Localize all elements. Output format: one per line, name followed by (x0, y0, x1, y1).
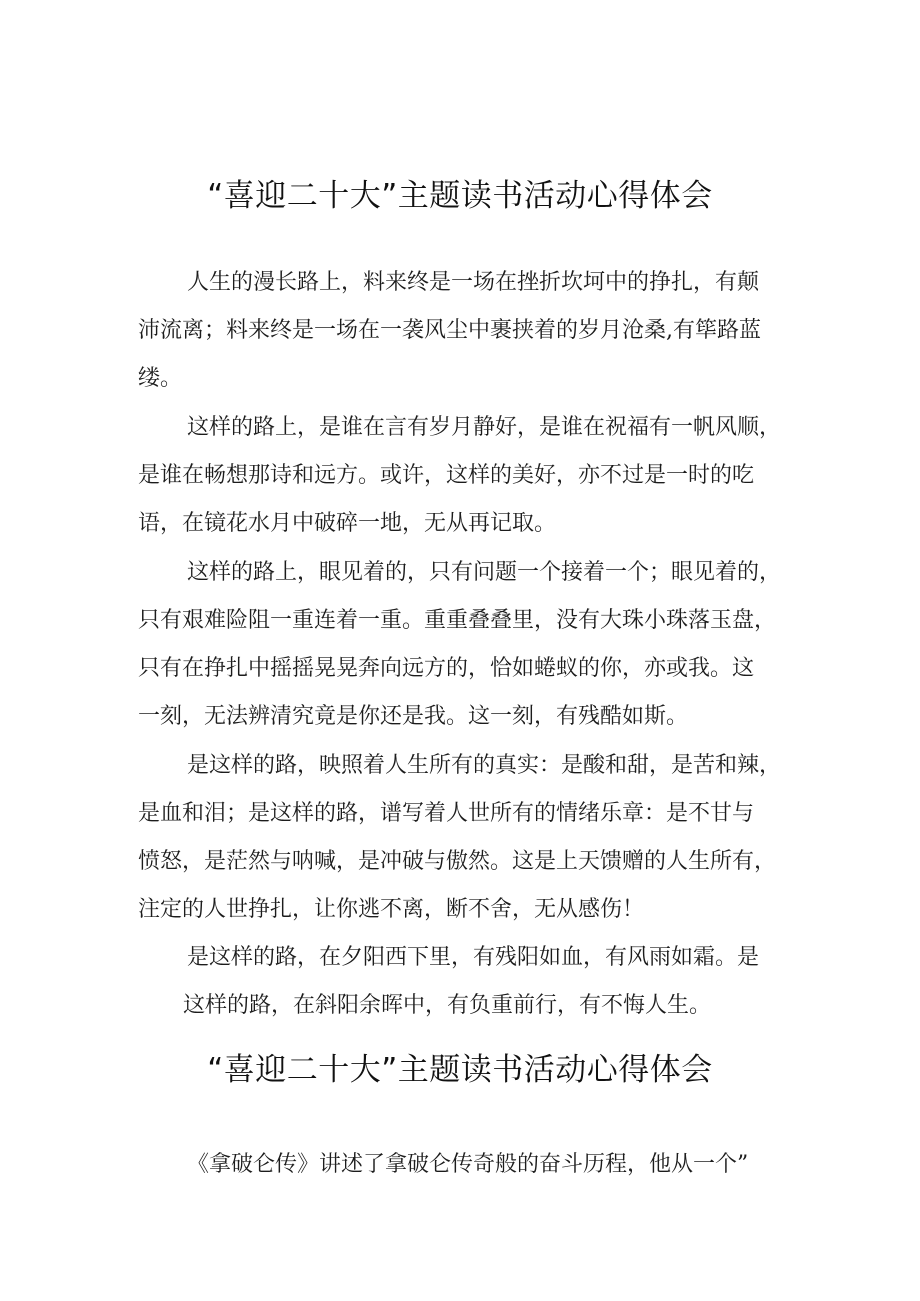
text-line: 是谁在畅想那诗和远方。或许，这样的美好，亦不过是一时的吃 (138, 463, 755, 488)
text-line: 是这样的路，映照着人生所有的真实：是酸和甜，是苦和辣， (187, 753, 782, 778)
text-line: 缕。 (138, 366, 183, 391)
text-line: 这样的路上，是谁在言有岁月静好，是谁在祝福有一帆风顺， (187, 415, 782, 440)
text-line: 语，在镜花水月中破碎一地，无从再记取。 (138, 511, 557, 536)
text-line: 愤怒，是茫然与呐喊，是冲破与傲然。这是上天馈赠的人生所有， (138, 849, 777, 874)
document-title: “喜迎二十大”主题读书活动心得体会 (207, 178, 713, 214)
text-line: 这样的路上，眼见着的，只有问题一个接着一个；眼见着的， (187, 560, 782, 585)
text-line: 注定的人世挣扎，让你逃不离，断不舍，无从感伤！ (138, 897, 645, 922)
text-line: 沛流离；料来终是一场在一袭风尘中裹挟着的岁月沧桑,有筚路蓝 (138, 318, 761, 343)
text-line: 这样的路，在斜阳余晖中，有负重前行，有不悔人生。 (183, 993, 712, 1018)
text-line: 是这样的路，在夕阳西下里，有残阳如血，有风雨如霜。是 (187, 945, 760, 970)
text-line: 人生的漫长路上，料来终是一场在挫折坎坷中的挣扎，有颠 (187, 270, 760, 295)
document-title-2: “喜迎二十大”主题读书活动心得体会 (207, 1052, 713, 1088)
text-line: 是血和泪；是这样的路，谱写着人世所有的情绪乐章：是不甘与 (138, 801, 755, 826)
text-line: 《拿破仑传》讲述了拿破仑传奇般的奋斗历程，他从一个” (187, 1152, 749, 1177)
text-line: 只有艰难险阻一重连着一重。重重叠叠里，没有大珠小珠落玉盘， (138, 608, 777, 633)
text-line: 一刻，无法辨清究竟是你还是我。这一刻，有残酷如斯。 (138, 704, 689, 729)
text-line: 只有在挣扎中摇摇晃晃奔向远方的，恰如蜷蚁的你，亦或我。这 (138, 656, 755, 681)
